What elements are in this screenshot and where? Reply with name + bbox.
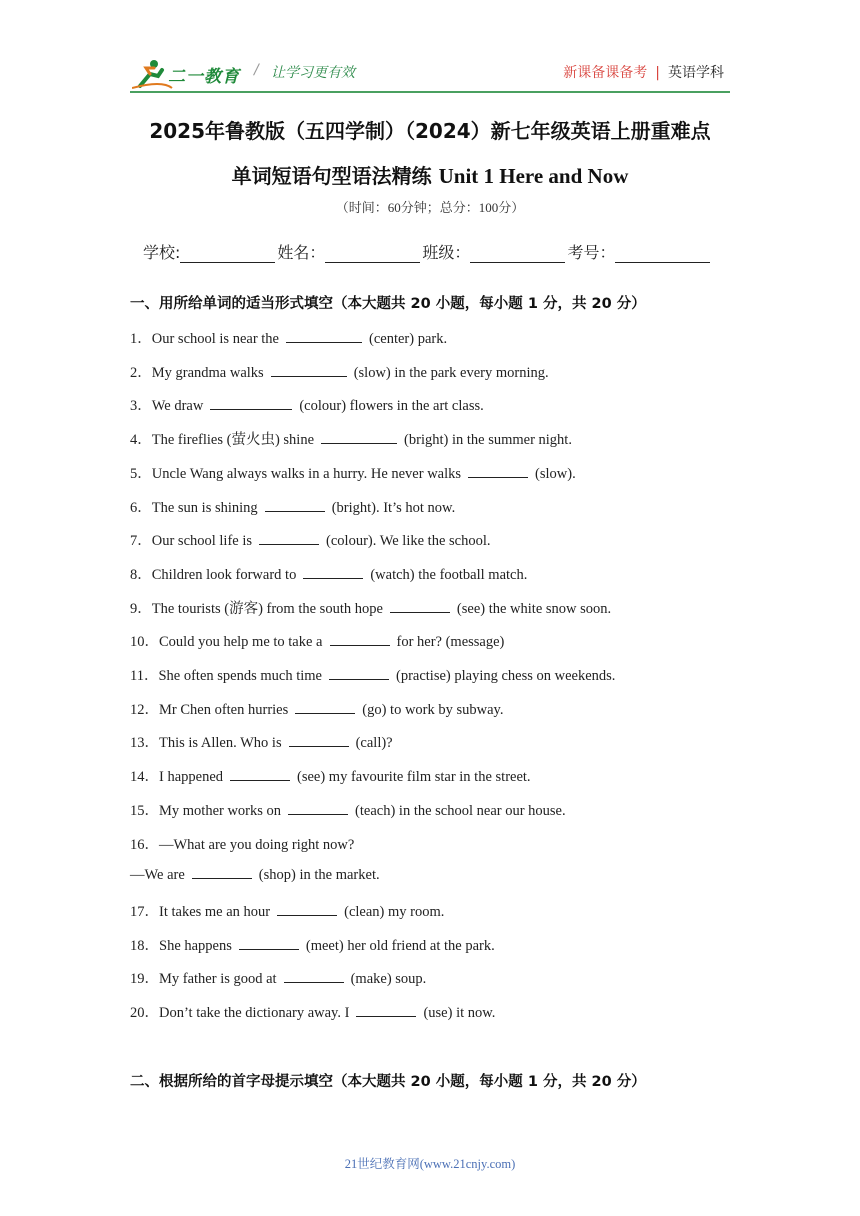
question-item bbox=[130, 900, 444, 921]
question-number: 13． bbox=[130, 735, 159, 752]
question-text: Don’t take the dictionary away. I bbox=[159, 1005, 350, 1021]
answer-blank[interactable] bbox=[192, 866, 252, 879]
question-hint: (slow) in the park every morning. bbox=[353, 364, 549, 381]
doc-title-cn: 单词短语句型语法精练 bbox=[231, 164, 432, 188]
question-hint: (see) my favourite film star in the street. bbox=[297, 769, 531, 786]
student-info-row bbox=[143, 240, 712, 263]
question-number: 1． bbox=[130, 331, 152, 347]
answer-blank[interactable] bbox=[295, 701, 355, 714]
doc-title-line2 bbox=[0, 160, 860, 189]
question-item bbox=[130, 630, 504, 651]
question-number: 4． bbox=[130, 432, 152, 449]
question-text: Our school life is bbox=[151, 533, 253, 550]
answer-blank[interactable] bbox=[289, 734, 349, 747]
section-heading-2: 二、根据所给的首字母提示填空（本大题共 20 小题，每小题 1 分，共 20 分） bbox=[130, 1074, 646, 1090]
question-number: 9． bbox=[130, 600, 152, 617]
header-rule bbox=[130, 91, 730, 93]
question-text: It takes me an hour bbox=[159, 903, 271, 920]
question-text: My mother works on bbox=[159, 802, 282, 819]
answer-blank[interactable] bbox=[286, 330, 362, 343]
logo-text: 二一教育 bbox=[168, 67, 240, 87]
question-hint: (see) the white snow soon. bbox=[456, 600, 612, 617]
question-number: 15． bbox=[130, 802, 159, 819]
question-number: 8． bbox=[130, 566, 152, 583]
question-item bbox=[130, 698, 504, 719]
question-number: 18． bbox=[130, 937, 159, 954]
header-right bbox=[563, 62, 724, 82]
answer-blank[interactable] bbox=[230, 768, 290, 781]
question-hint: (meet) her old friend at the park. bbox=[305, 937, 495, 954]
question-number: 12． bbox=[130, 701, 159, 718]
exam-number-blank[interactable] bbox=[615, 248, 710, 263]
answer-blank[interactable] bbox=[210, 397, 292, 410]
answer-blank[interactable] bbox=[330, 633, 390, 646]
name-blank[interactable] bbox=[325, 248, 420, 263]
page-header bbox=[0, 0, 860, 100]
question-text: The sun is shining bbox=[151, 499, 258, 516]
info-label: 考号： bbox=[567, 243, 616, 262]
question-hint: (practise) playing chess on weekends. bbox=[395, 668, 616, 684]
question-text: —What are you doing right now? bbox=[159, 836, 355, 853]
question-text: Could you help me to take a bbox=[159, 634, 323, 651]
question-item bbox=[130, 833, 354, 854]
question-hint: (call)? bbox=[355, 735, 393, 752]
question-text: My grandma walks bbox=[151, 364, 264, 381]
page-footer: 21世纪教育网(www.21cnjy.com) bbox=[344, 1157, 516, 1171]
question-number: 19． bbox=[130, 971, 159, 988]
answer-blank[interactable] bbox=[271, 364, 347, 377]
question-text: Uncle Wang always walks in a hurry. He never walks bbox=[151, 465, 462, 482]
question-hint: (colour). We like the school. bbox=[326, 533, 491, 550]
answer-blank[interactable] bbox=[259, 532, 319, 545]
answer-blank[interactable] bbox=[239, 937, 299, 950]
question-item bbox=[130, 866, 380, 884]
question-hint: (shop) in the market. bbox=[258, 867, 380, 884]
question-item bbox=[130, 496, 455, 517]
class-blank[interactable] bbox=[470, 248, 565, 263]
question-number: 17． bbox=[130, 903, 159, 920]
question-hint: (watch) the football match. bbox=[370, 566, 528, 583]
question-text: —We are bbox=[130, 867, 185, 884]
question-item bbox=[130, 597, 611, 618]
question-text: She often spends much time bbox=[158, 668, 322, 684]
question-text: The fireflies (萤火虫) shine bbox=[151, 432, 315, 449]
section-heading-1: 一、用所给单词的适当形式填空（本大题共 20 小题，每小题 1 分，共 20 分） bbox=[130, 296, 646, 312]
answer-blank[interactable] bbox=[356, 1004, 416, 1017]
question-item bbox=[130, 731, 393, 752]
question-item bbox=[130, 1001, 495, 1022]
answer-blank[interactable] bbox=[468, 465, 528, 478]
header-divider: | bbox=[655, 65, 660, 81]
info-label: 学校: bbox=[143, 243, 181, 262]
question-number: 3． bbox=[130, 398, 152, 415]
doc-title-en: Unit 1 Here and Now bbox=[438, 164, 629, 188]
question-text: We draw bbox=[151, 398, 204, 415]
question-hint: (center) park. bbox=[369, 331, 448, 347]
question-item bbox=[130, 967, 426, 988]
question-number: 14． bbox=[130, 769, 159, 786]
question-item bbox=[130, 361, 549, 382]
question-hint: (make) soup. bbox=[350, 971, 427, 988]
question-number: 2． bbox=[130, 364, 152, 381]
answer-blank[interactable] bbox=[321, 431, 397, 444]
question-text: Children look forward to bbox=[151, 566, 297, 583]
question-item bbox=[130, 327, 447, 348]
answer-blank[interactable] bbox=[288, 802, 348, 815]
question-item bbox=[130, 934, 495, 955]
question-number: 6． bbox=[130, 499, 152, 516]
question-hint: (clean) my room. bbox=[344, 903, 445, 920]
header-subject: 英语学科 bbox=[668, 65, 724, 81]
answer-blank[interactable] bbox=[265, 499, 325, 512]
question-number: 5． bbox=[130, 465, 152, 482]
question-hint: (bright) in the summer night. bbox=[404, 432, 572, 449]
question-text: My father is good at bbox=[159, 971, 277, 988]
question-item bbox=[130, 664, 615, 685]
question-hint: (slow). bbox=[535, 465, 576, 482]
answer-blank[interactable] bbox=[390, 600, 450, 613]
question-item bbox=[130, 765, 531, 786]
question-text: This is Allen. Who is bbox=[159, 735, 282, 752]
question-number: 20． bbox=[130, 1005, 159, 1021]
question-hint: (use) it now. bbox=[423, 1005, 496, 1021]
question-hint: (teach) in the school near our house. bbox=[355, 802, 566, 819]
question-item bbox=[130, 799, 566, 820]
question-item bbox=[130, 563, 527, 584]
question-item bbox=[130, 462, 576, 483]
answer-blank[interactable] bbox=[277, 903, 337, 916]
doc-subtitle: （时间：60分钟；总分：100分） bbox=[335, 200, 525, 215]
question-text: Our school is near the bbox=[151, 331, 279, 347]
answer-blank[interactable] bbox=[284, 970, 344, 983]
doc-title-line1: 2025年鲁教版（五四学制）（2024）新七年级英语上册重难点 bbox=[149, 119, 711, 143]
header-tagline: 新课备课备考 bbox=[563, 65, 648, 81]
question-text: The tourists (游客) from the south hope bbox=[151, 600, 383, 617]
question-number: 11． bbox=[130, 668, 159, 684]
question-number: 16． bbox=[130, 836, 159, 853]
info-label: 班级： bbox=[422, 243, 471, 262]
question-number: 10． bbox=[130, 634, 159, 651]
answer-blank[interactable] bbox=[329, 667, 389, 680]
question-item bbox=[130, 428, 572, 449]
question-hint: for her? (message) bbox=[396, 634, 505, 651]
question-text: I happened bbox=[159, 769, 224, 786]
question-text: She happens bbox=[159, 937, 232, 954]
info-label: 姓名： bbox=[277, 243, 326, 262]
question-item bbox=[130, 394, 484, 415]
question-hint: (colour) flowers in the art class. bbox=[299, 398, 484, 415]
header-slogan: 让学习更有效 bbox=[271, 65, 355, 81]
answer-blank[interactable] bbox=[303, 566, 363, 579]
question-item bbox=[130, 529, 491, 550]
question-number: 7． bbox=[130, 533, 152, 550]
question-hint: (bright). It’s hot now. bbox=[331, 499, 456, 516]
question-hint: (go) to work by subway. bbox=[362, 701, 504, 718]
header-separator: / bbox=[254, 62, 259, 78]
school-blank[interactable] bbox=[180, 248, 275, 263]
question-text: Mr Chen often hurries bbox=[159, 701, 289, 718]
